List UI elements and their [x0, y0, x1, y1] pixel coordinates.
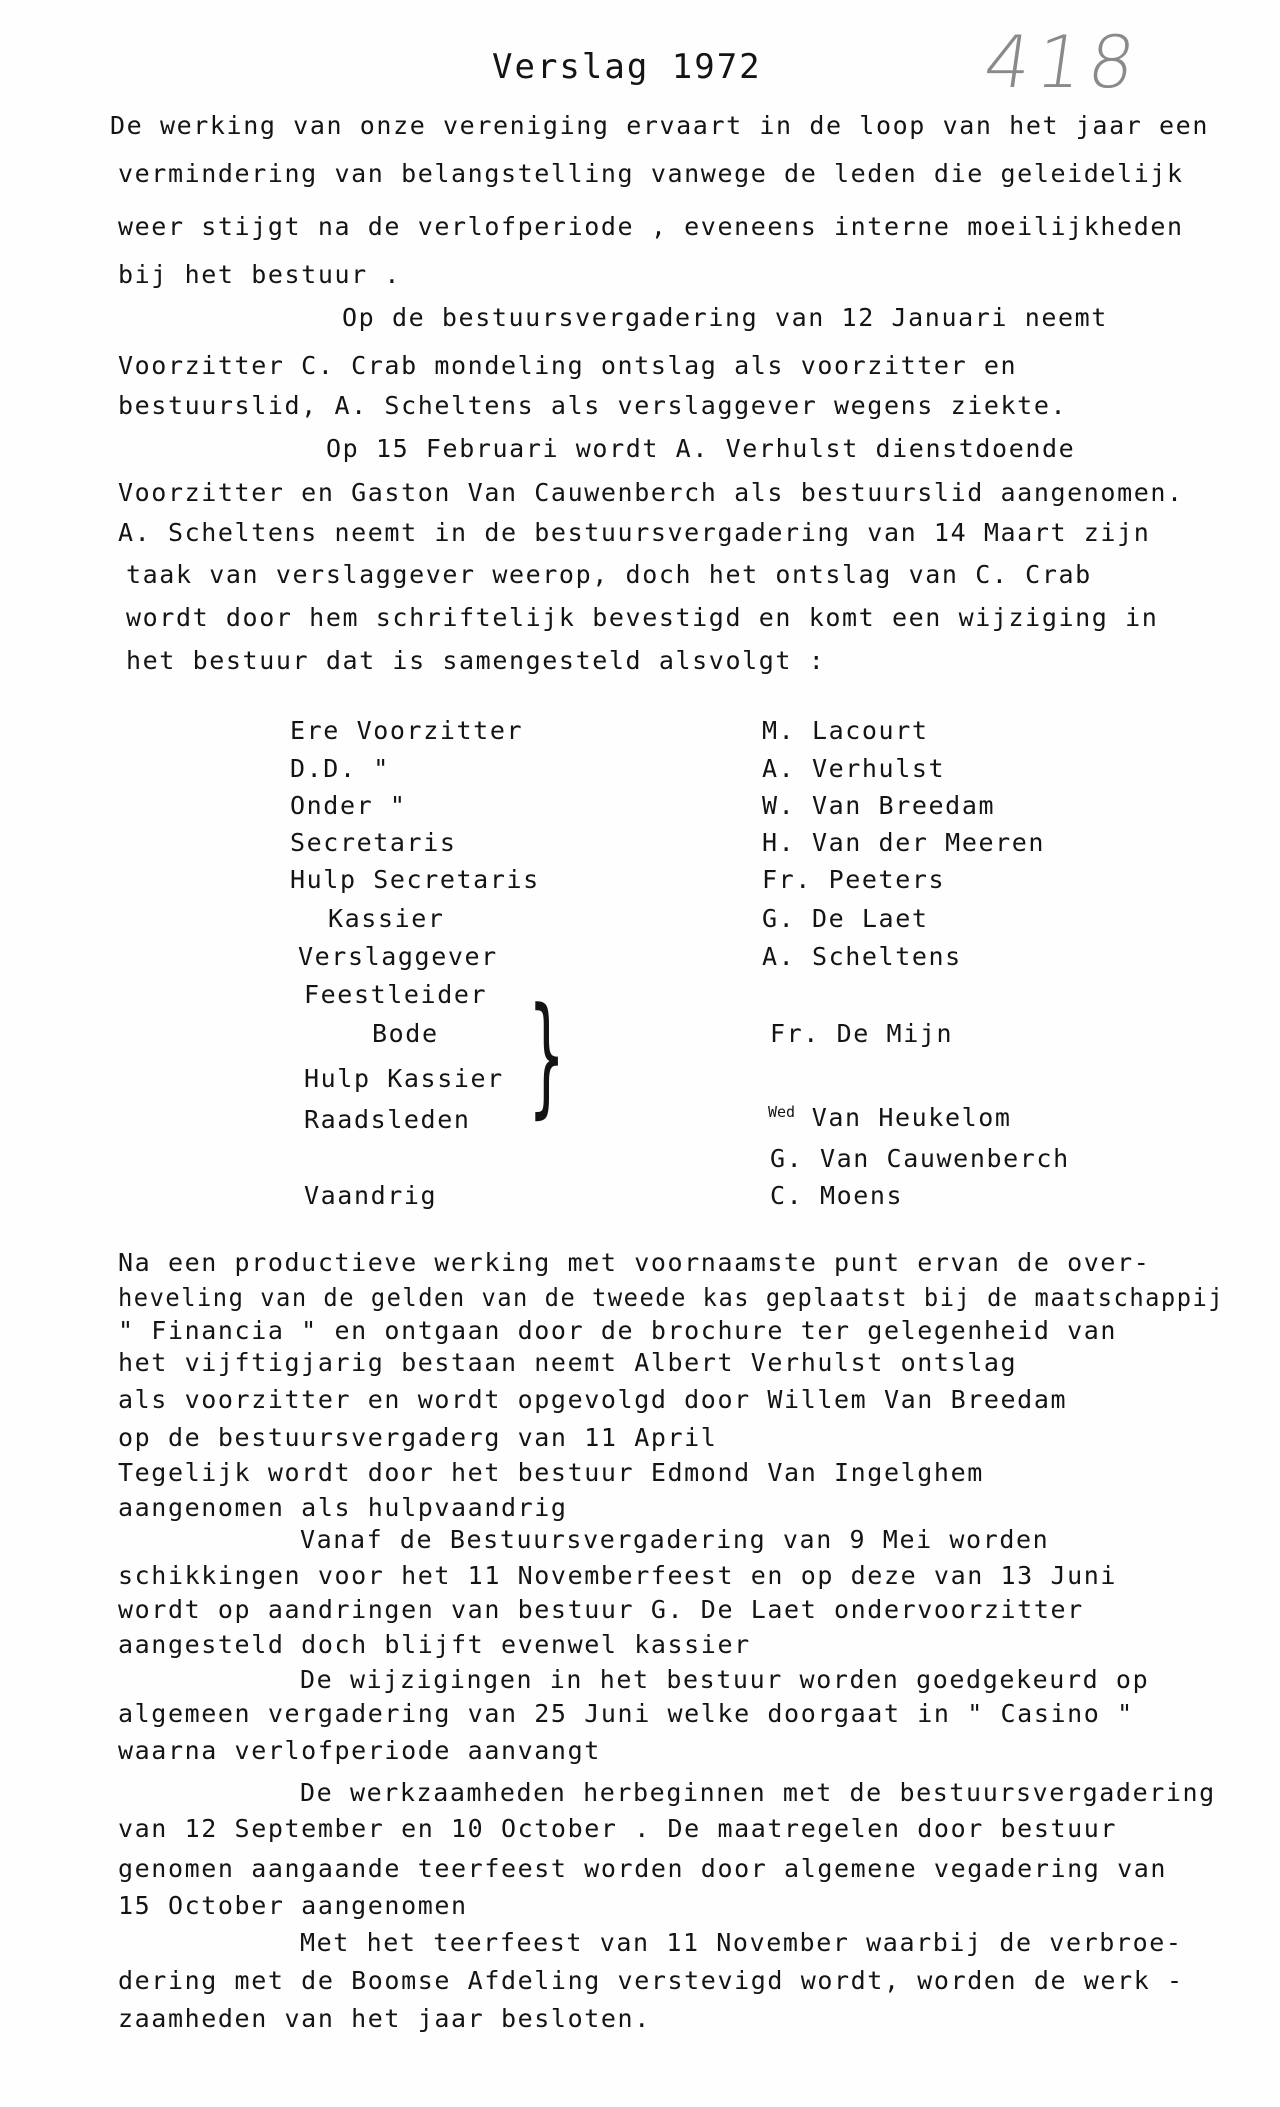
text-line: het vijftigjarig bestaan neemt Albert Verhulst ontslag: [118, 1348, 1018, 1377]
text-line: bestuurslid, A. Scheltens als verslaggever wegens ziekte.: [118, 391, 1068, 420]
board-role: Secretaris: [290, 828, 457, 857]
board-role: Feestleider: [304, 980, 488, 1009]
board-role: Kassier: [328, 904, 445, 933]
text-line: aangenomen als hulpvaandrig: [118, 1493, 568, 1522]
text-line: bij het bestuur .: [118, 260, 402, 289]
text-line: schikkingen voor het 11 Novemberfeest en op deze van 13 Juni: [118, 1561, 1118, 1590]
text-line: Met het teerfeest van 11 November waarbij de verbroe-: [300, 1928, 1183, 1957]
text-line: De werking van onze vereniging ervaart in de loop van het jaar een: [110, 111, 1209, 140]
text-line: taak van verslaggever weerop, doch het ontslag van C. Crab: [126, 560, 1092, 589]
text-line: De werkzaamheden herbeginnen met de bestuursvergadering: [300, 1778, 1216, 1807]
board-member: A. Scheltens: [762, 942, 962, 971]
text-line: van 12 September en 10 October . De maatregelen door bestuur: [118, 1814, 1118, 1843]
text-line: De wijzigingen in het bestuur worden goedgekeurd op: [300, 1665, 1150, 1694]
board-member-name: Van Heukelom: [811, 1103, 1012, 1132]
board-member: Fr. Peeters: [762, 865, 946, 894]
board-role: Hulp Kassier: [304, 1064, 504, 1093]
board-member: A. Verhulst: [762, 754, 946, 783]
text-line: heveling van de gelden van de tweede kas geplaatst bij de maatschappij: [118, 1283, 1225, 1312]
text-line: aangesteld doch blijft evenwel kassier: [118, 1630, 751, 1659]
text-line: Vanaf de Bestuursvergadering van 9 Mei worden: [300, 1525, 1050, 1554]
text-line: weer stijgt na de verlofperiode , eveneens interne moeilijkheden: [118, 212, 1184, 241]
board-member: G. De Laet: [762, 904, 929, 933]
board-role: Ere Voorzitter: [290, 716, 524, 745]
text-line: Op 15 Februari wordt A. Verhulst dienstdoende: [326, 434, 1076, 463]
text-line: dering met de Boomse Afdeling verstevigd wordt, worden de werk -: [118, 1966, 1184, 1995]
text-line: A. Scheltens neemt in de bestuursvergadering van 14 Maart zijn: [118, 518, 1151, 547]
board-role: D.D. ": [290, 754, 390, 783]
text-line: Tegelijk wordt door het bestuur Edmond Van Ingelghem: [118, 1458, 984, 1487]
grouping-brace: }: [528, 979, 566, 1131]
page-number: 418: [979, 20, 1147, 104]
text-line: algemeen vergadering van 25 Juni welke doorgaat in " Casino ": [118, 1699, 1134, 1728]
text-line: vermindering van belangstelling vanwege de leden die geleidelijk: [118, 159, 1184, 188]
text-line: zaamheden van het jaar besloten.: [118, 2004, 651, 2033]
board-role: Hulp Secretaris: [290, 865, 540, 894]
text-line: " Financia " en ontgaan door de brochure ter gelegenheid van: [118, 1316, 1118, 1345]
text-line: waarna verlofperiode aanvangt: [118, 1736, 601, 1765]
text-line: Op de bestuursvergadering van 12 Januari neemt: [342, 303, 1108, 332]
text-line: Voorzitter en Gaston Van Cauwenberch als bestuurslid aangenomen.: [118, 478, 1184, 507]
text-line: Voorzitter C. Crab mondeling ontslag als voorzitter en: [118, 351, 1018, 380]
board-role: Onder ": [290, 791, 407, 820]
board-member: W. Van Breedam: [762, 791, 996, 820]
board-role: Vaandrig: [304, 1181, 438, 1210]
board-role: Bode: [372, 1019, 439, 1048]
text-line: wordt door hem schriftelijk bevestigd en komt een wijziging in: [126, 603, 1159, 632]
board-member: M. Lacourt: [762, 716, 929, 745]
board-member: H. Van der Meeren: [762, 828, 1046, 857]
wed-prefix: Wed: [768, 1103, 796, 1121]
text-line: als voorzitter en wordt opgevolgd door Willem Van Breedam: [118, 1385, 1068, 1414]
board-member: Fr. De Mijn: [770, 1019, 954, 1048]
text-line: wordt op aandringen van bestuur G. De Laet ondervoorzitter: [118, 1595, 1084, 1624]
board-role: Verslaggever: [298, 942, 498, 971]
text-line: 15 October aangenomen: [118, 1891, 468, 1920]
text-line: Na een productieve werking met voornaamste punt ervan de over-: [118, 1248, 1151, 1277]
text-line: op de bestuursvergaderg van 11 April: [118, 1423, 718, 1452]
board-member: C. Moens: [770, 1181, 904, 1210]
text-line: het bestuur dat is samengesteld alsvolgt :: [126, 646, 826, 675]
board-role: Raadsleden: [304, 1105, 471, 1134]
board-member: [768, 1105, 1012, 1130]
board-member: G. Van Cauwenberch: [770, 1144, 1070, 1173]
document-title: Verslag 1972: [492, 47, 762, 87]
text-line: genomen aangaande teerfeest worden door algemene vegadering van: [118, 1854, 1168, 1883]
